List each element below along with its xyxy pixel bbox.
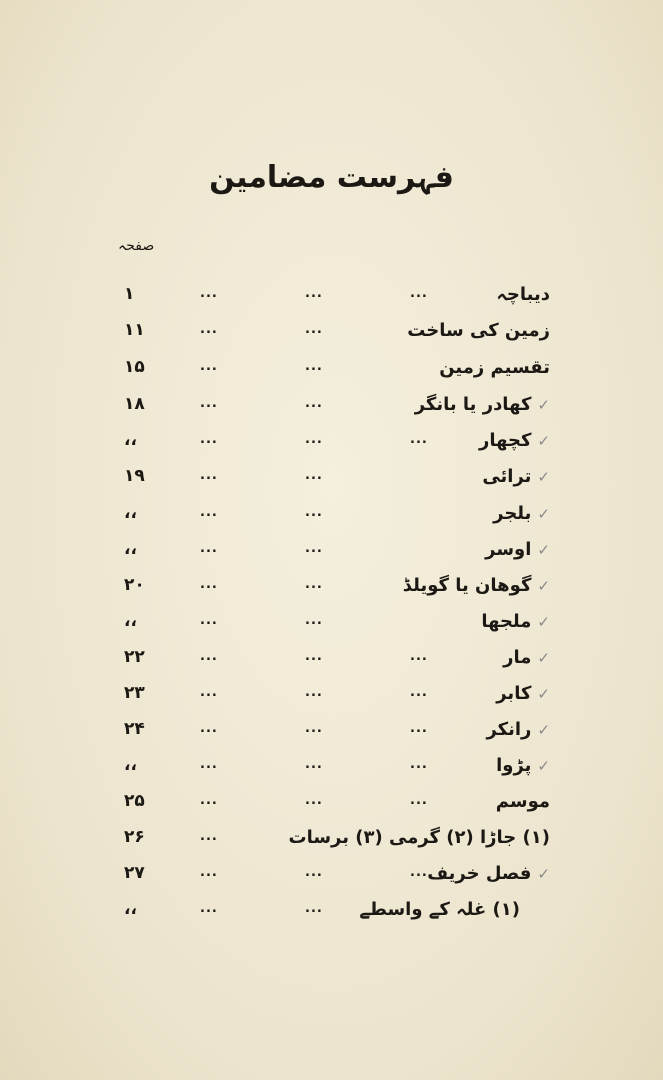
check-mark-icon: ✓ <box>537 649 550 667</box>
toc-entry-text: فصل خریف <box>427 863 532 884</box>
leader-dots: ... <box>200 613 218 628</box>
leader-dots: ... <box>305 359 323 374</box>
toc-entry <box>427 863 550 884</box>
leader-dots: ... <box>200 286 218 301</box>
toc-entry <box>485 539 550 560</box>
leader-dots: ... <box>305 322 323 337</box>
toc-row <box>110 575 550 609</box>
leader-dots: ... <box>200 468 218 483</box>
check-mark-icon: ✓ <box>537 721 550 739</box>
toc-row <box>110 611 550 645</box>
toc-row <box>110 791 550 825</box>
check-mark-icon: ✓ <box>537 757 550 775</box>
toc-row <box>110 863 550 897</box>
leader-dots: ... <box>410 432 428 447</box>
toc-page-number: ،، <box>124 899 137 919</box>
toc-row <box>110 430 550 464</box>
toc-entry-text: پڑوا <box>496 755 532 776</box>
toc-entry-text: رانکر <box>486 719 532 740</box>
check-mark-icon: ✓ <box>537 468 550 486</box>
leader-dots: ... <box>305 613 323 628</box>
toc-page-number: ۱۹ <box>124 466 145 486</box>
toc-row <box>110 719 550 753</box>
toc-page-number: ،، <box>124 430 137 450</box>
check-mark-icon: ✓ <box>537 396 550 414</box>
toc-entry <box>481 611 550 632</box>
leader-dots: ... <box>410 649 428 664</box>
toc-entry: دیباچہ <box>496 284 550 305</box>
leader-dots: ... <box>305 396 323 411</box>
leader-dots: ... <box>410 286 428 301</box>
toc-page-number: ۲۰ <box>124 575 145 595</box>
leader-dots: ... <box>200 685 218 700</box>
toc-page-number: ۲۵ <box>124 791 145 811</box>
toc-row <box>110 466 550 500</box>
toc-entry-text: ترائی <box>482 466 532 487</box>
toc-entry <box>482 466 550 487</box>
toc-entry: موسم <box>495 791 550 812</box>
leader-dots: ... <box>305 432 323 447</box>
toc-entry-text: اوسر <box>485 539 532 560</box>
toc-entry-text: کھادر یا بانگر <box>414 394 532 415</box>
leader-dots: ... <box>200 649 218 664</box>
leader-dots: ... <box>305 541 323 556</box>
toc-page-number: ۲۴ <box>124 719 145 739</box>
toc-page-number: ،، <box>124 503 137 523</box>
leader-dots: ... <box>200 359 218 374</box>
leader-dots: ... <box>305 793 323 808</box>
toc-entry-text: ملجھا <box>481 611 532 632</box>
toc-row <box>110 683 550 717</box>
toc-page-number: ۲۳ <box>124 683 145 703</box>
toc-row <box>110 503 550 537</box>
toc-page-number: ۱۵ <box>124 357 145 377</box>
leader-dots: ... <box>305 649 323 664</box>
leader-dots: ... <box>410 721 428 736</box>
toc-row <box>110 394 550 428</box>
toc-row <box>110 539 550 573</box>
check-mark-icon: ✓ <box>537 685 550 703</box>
check-mark-icon: ✓ <box>537 432 550 450</box>
check-mark-icon: ✓ <box>537 505 550 523</box>
toc-row <box>110 899 550 933</box>
leader-dots: ... <box>410 685 428 700</box>
leader-dots: ... <box>305 685 323 700</box>
toc-page-number: ۲۶ <box>124 827 145 847</box>
leader-dots: ... <box>200 541 218 556</box>
toc-page-number: ۱۸ <box>124 394 145 414</box>
leader-dots: ... <box>305 577 323 592</box>
toc-row <box>110 320 550 354</box>
toc-entry-text: بلجر <box>493 503 532 524</box>
toc-entry <box>486 719 550 740</box>
leader-dots: ... <box>305 721 323 736</box>
page-title: فہرست مضامین <box>209 160 454 195</box>
toc-entry <box>493 503 550 524</box>
toc-entry: (۱) جاڑا (۲) گرمی (۳) برسات <box>288 827 550 848</box>
toc-entry <box>496 683 550 704</box>
check-mark-icon: ✓ <box>537 613 550 631</box>
leader-dots: ... <box>305 505 323 520</box>
toc-page-number: ،، <box>124 539 137 559</box>
leader-dots: ... <box>200 396 218 411</box>
toc-row <box>110 357 550 391</box>
leader-dots: ... <box>200 865 218 880</box>
page-column-label: صفحہ <box>118 238 155 254</box>
toc-row <box>110 827 550 861</box>
toc-entry: تقسیم زمین <box>439 357 550 378</box>
toc-entry <box>403 575 550 596</box>
toc-page-number: ۲۲ <box>124 647 145 667</box>
leader-dots: ... <box>305 468 323 483</box>
toc-entry <box>415 394 550 415</box>
toc-entry <box>503 647 550 668</box>
toc-entry: زمین کی ساخت <box>407 320 550 341</box>
toc-entry-text: مار <box>503 647 532 668</box>
toc-page-number: ۱ <box>124 284 135 304</box>
toc-entry <box>496 755 550 776</box>
check-mark-icon: ✓ <box>537 541 550 559</box>
toc-page-number: ،، <box>124 755 137 775</box>
toc-entry-text: کچھار <box>478 430 532 451</box>
toc-entry-text: کابر <box>496 683 532 704</box>
leader-dots: ... <box>410 793 428 808</box>
leader-dots: ... <box>200 577 218 592</box>
toc-page-number: ۱۱ <box>124 320 145 340</box>
check-mark-icon: ✓ <box>537 865 550 883</box>
leader-dots: ... <box>200 757 218 772</box>
leader-dots: ... <box>200 829 218 844</box>
leader-dots: ... <box>200 432 218 447</box>
check-mark-icon: ✓ <box>537 577 550 595</box>
leader-dots: ... <box>305 757 323 772</box>
leader-dots: ... <box>200 721 218 736</box>
leader-dots: ... <box>410 757 428 772</box>
toc-row <box>110 647 550 681</box>
toc-entry <box>479 430 550 451</box>
leader-dots: ... <box>200 505 218 520</box>
leader-dots: ... <box>410 865 428 880</box>
toc-row <box>110 755 550 789</box>
toc-page-number: ۲۷ <box>124 863 145 883</box>
toc-entry-text: گوھان یا گویلڈ <box>402 575 532 596</box>
toc-entry: (۱) غلہ کے واسطے <box>359 899 520 920</box>
leader-dots: ... <box>305 865 323 880</box>
leader-dots: ... <box>200 901 218 916</box>
toc-page-number: ،، <box>124 611 137 631</box>
leader-dots: ... <box>305 286 323 301</box>
leader-dots: ... <box>305 901 323 916</box>
leader-dots: ... <box>200 322 218 337</box>
leader-dots: ... <box>200 793 218 808</box>
toc-row <box>110 284 550 318</box>
